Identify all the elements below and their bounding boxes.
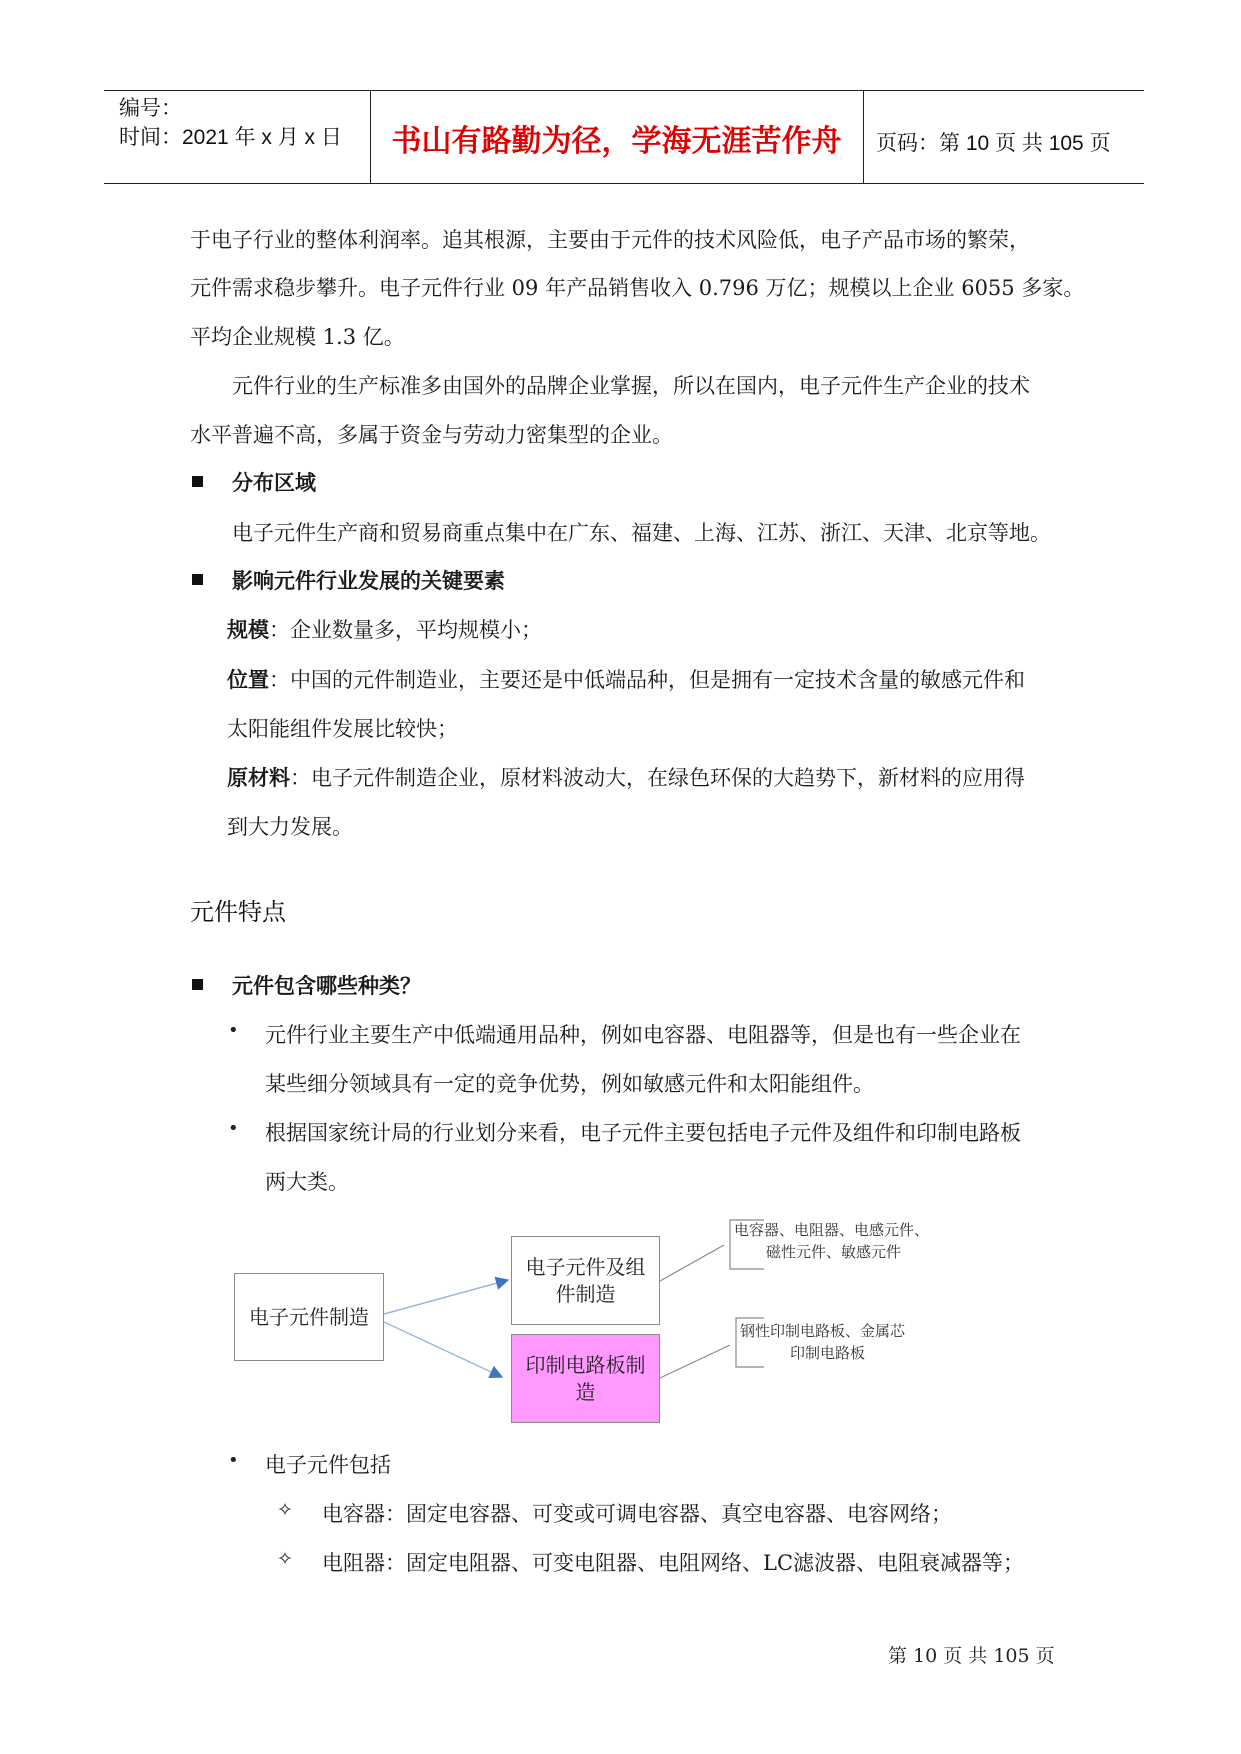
connector-branch2-note xyxy=(660,1345,730,1378)
bullet-dot-icon: • xyxy=(228,1450,239,1471)
paragraph-line: 平均企业规模 1.3 亿。 xyxy=(190,325,405,349)
diagram-root-box: 电子元件制造 xyxy=(234,1273,384,1361)
factor-location xyxy=(227,666,1025,694)
page-label: 页码：第 10 页 共 105 页 xyxy=(876,132,1111,155)
section-title-factors: 影响元件行业发展的关键要素 xyxy=(232,569,505,593)
factor-material-text: ：电子元件制造企业，原材料波动大，在绿色环保的大趋势下，新材料的应用得 xyxy=(290,766,1025,790)
section-title-distribution: 分布区域 xyxy=(232,471,316,495)
types-sub1: 电容器：固定电容器、可变或可调电容器、真空电容器、电容网络； xyxy=(322,1502,952,1526)
diamond-bullet-icon: ✧ xyxy=(277,1499,293,1521)
factor-scale xyxy=(227,616,542,644)
paragraph-line: 元件需求稳步攀升。电子元件行业 09 年产品销售收入 0.796 万亿；规模以上企业 6055 多家。 xyxy=(190,276,1085,300)
factor-material xyxy=(227,764,1025,792)
diagram-branch2-box xyxy=(511,1334,660,1423)
types-bullet1-line1: 元件行业主要生产中低端通用品种，例如电容器、电阻器等，但是也有一些企业在 xyxy=(265,1023,1021,1047)
factor-material-cont: 到大力发展。 xyxy=(227,815,353,839)
header-top-rule xyxy=(104,90,1144,91)
factor-location-text: ：中国的元件制造业，主要还是中低端品种，但是拥有一定技术含量的敏感元件和 xyxy=(269,668,1025,692)
arrow-to-branch1 xyxy=(384,1280,508,1314)
types-bullet1-line2: 某些细分领域具有一定的竞争优势，例如敏感元件和太阳能组件。 xyxy=(265,1072,874,1096)
types-bullet3: 电子元件包括 xyxy=(265,1453,391,1477)
heading-features: 元件特点 xyxy=(190,898,286,926)
bullet-dot-icon: • xyxy=(228,1118,239,1139)
doc-number-label: 编号： xyxy=(119,97,182,120)
diagram-branch1-label: 电子元件及组件制造 xyxy=(525,1254,646,1306)
connector-branch1-note xyxy=(660,1245,724,1281)
types-bullet2-line2: 两大类。 xyxy=(265,1170,349,1194)
diagram-branch2-label: 印制电路板制造 xyxy=(525,1352,646,1404)
square-bullet-icon xyxy=(192,574,203,585)
time-label: 时间：2021 年 x 月 x 日 xyxy=(119,126,342,149)
diagram-branch1-box xyxy=(511,1236,660,1325)
types-bullet2-line1: 根据国家统计局的行业划分来看，电子元件主要包括电子元件及组件和印制电路板 xyxy=(265,1121,1021,1145)
paragraph-line: 于电子行业的整体利润率。追其根源，主要由于元件的技术风险低，电子产品市场的繁荣， xyxy=(190,228,1030,252)
header-divider-right xyxy=(863,91,864,184)
bullet-dot-icon: • xyxy=(228,1020,239,1041)
paragraph-line: 元件行业的生产标准多由国外的品牌企业掌握，所以在国内，电子元件生产企业的技术 xyxy=(232,374,1030,398)
header-motto: 书山有路勤为径，学海无涯苦作舟 xyxy=(391,124,842,159)
factor-scale-text: ：企业数量多，平均规模小； xyxy=(269,618,542,642)
diagram-note1-line2: 磁性元件、敏感元件 xyxy=(766,1243,902,1261)
arrow-to-branch2 xyxy=(384,1322,502,1377)
diamond-bullet-icon: ✧ xyxy=(277,1548,293,1570)
diagram-note2-line2: 印制电路板 xyxy=(790,1344,866,1362)
factor-location-label: 位置 xyxy=(227,668,269,692)
factor-material-label: 原材料 xyxy=(227,766,290,790)
distribution-text: 电子元件生产商和贸易商重点集中在广东、福建、上海、江苏、浙江、天津、北京等地。 xyxy=(232,521,1051,545)
header-bottom-rule xyxy=(104,183,1144,184)
diagram-note1-line1: 电容器、电阻器、电感元件、 xyxy=(734,1221,930,1239)
factor-location-cont: 太阳能组件发展比较快； xyxy=(227,717,458,741)
square-bullet-icon xyxy=(192,979,203,990)
square-bullet-icon xyxy=(192,476,203,487)
factor-scale-label: 规模 xyxy=(227,618,269,642)
section-title-types: 元件包含哪些种类？ xyxy=(232,974,421,998)
types-sub2: 电阻器：固定电阻器、可变电阻器、电阻网络、LC滤波器、电阻衰减器等； xyxy=(322,1551,1025,1575)
paragraph-line: 水平普遍不高，多属于资金与劳动力密集型的企业。 xyxy=(190,423,673,447)
diagram-note2-line1: 钢性印制电路板、金属芯 xyxy=(740,1322,906,1340)
footer-page-number: 第 10 页 共 105 页 xyxy=(888,1645,1055,1667)
